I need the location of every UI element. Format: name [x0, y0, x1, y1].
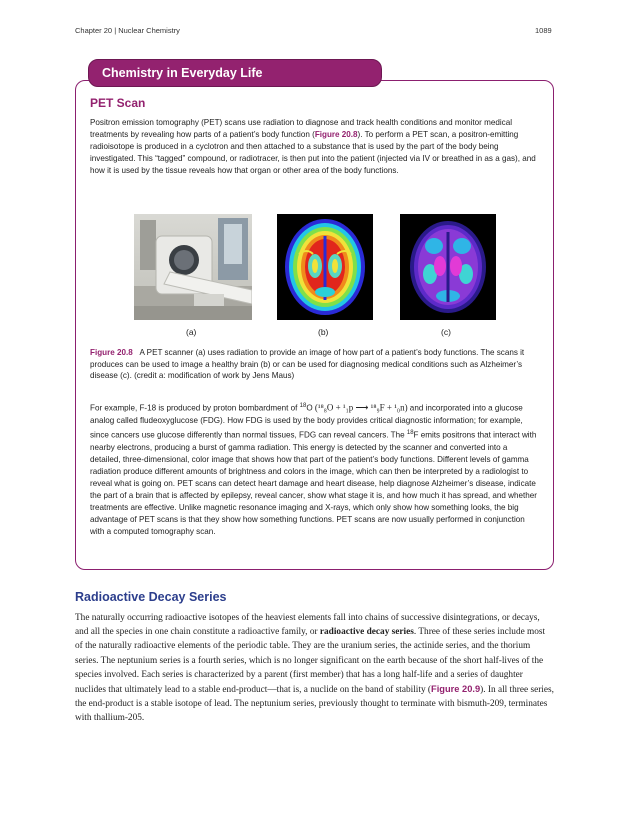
figure-link-20-9[interactable]: Figure 20.9 [431, 684, 481, 695]
alzheimers-brain-pet-image [400, 214, 496, 320]
page-number: 1089 [535, 26, 552, 35]
figure-link-20-8[interactable]: Figure 20.8 [314, 130, 358, 140]
figure-label-c: (c) [441, 327, 451, 337]
feature-title: PET Scan [90, 96, 146, 110]
figure-label-b: (b) [318, 327, 329, 337]
caption-label: Figure 20.8 [90, 348, 133, 357]
figure-caption: Figure 20.8 A PET scanner (a) uses radiation to provide an image of how part of a patient’s body functions. The scans it produces can be used to image a healthy brain (b) or can be used for diagnosing medical conditions such as Alzheimer’s disease (c). (credit a: modification of work by Jens Maus) [90, 348, 525, 381]
feature-paragraph-1: Positron emission tomography (PET) scans use radiation to diagnose and track health conditions and monitor medical treatments by revealing how parts of a patient’s body function (Figure 20.8). To perform a PET scan, a positron-emitting radioisotope is produced in a cyclotron and then attached to a substance that is used by the part of the body being investigated. This “tagged” compound, or radiotracer, is then put into the patient (injected via IV or breathed in as a gas), and how it is used by the tissue reveals how that organ or other area of the body functions. [90, 118, 536, 176]
figure-label-a: (a) [186, 327, 197, 337]
feature-tab-title: Chemistry in Everyday Life [102, 66, 263, 80]
key-term: radioactive decay series [319, 627, 414, 638]
running-header-chapter: Chapter 20 | Nuclear Chemistry [75, 26, 180, 35]
nuclear-equation: (¹⁸₈O + ¹₁p ⟶ ¹⁸₉F + ¹₀n) [314, 402, 408, 413]
section-body: The naturally occurring radioactive isotopes of the heaviest elements fall into chains of successive disintegrations, or decays, and all the species in one chain constitute a radioactive family, or radioactive decay series. Three of these series include most of the naturally radioactive elements of the periodic table. They are the uranium series, the actinide series, and the thorium series. The neptunium series is a fourth series, which is no longer significant on the earth because of the short half-lives of the species involved. Each series is characterized by a parent (first member) that has a long half-life and a series of daughter nuclides that ultimately lead to a stable end-product—that is, a nuclide on the band of stability (Figure 20.9). In all three series, the end-product is a stable isotope of lead. The neptunium series, previously thought to terminate with bismuth-209, terminates with thallium-205. [75, 613, 554, 724]
pet-scanner-photo [134, 214, 252, 320]
feature-paragraph-2: For example, F-18 is produced by proton bombardment of $^{18}$O (¹⁸₈O + ¹₁p ⟶ ¹⁸₉F + ¹₀n) and incorporated into a glucose analog called fludeoxyglucose (FDG). How FDG is used by the body provides critical diagnostic information; for example, since cancers use glucose differently than normal tissues, FDG can reveal cancers. The $^{18}$F emits positrons that interact with nearby electrons, producing a burst of gamma radiation. This energy is detected by the scanner and converted into a detailed, three-dimensional, color image that shows how that part of the patient’s body functions. Different levels of gamma radiation produce different amounts of brightness and colors in the image, which can then be interpreted by a radiologist to reveal what is going on. PET scans can detect heart damage and heart disease, help diagnose Alzheimer’s disease, indicate the part of a brain that is affected by epilepsy, reveal cancer, show what stage it is, and how much it has spread, and whether treatments are effective. Unlike magnetic resonance imaging and X-rays, which only show how something looks, the big advantage of PET scans is that they show how something functions. PET scans are now usually performed in conjunction with a computed tomography scan. [90, 402, 537, 537]
feature-tab [88, 59, 382, 87]
section-title: Radioactive Decay Series [75, 590, 227, 604]
healthy-brain-pet-image [277, 214, 373, 320]
